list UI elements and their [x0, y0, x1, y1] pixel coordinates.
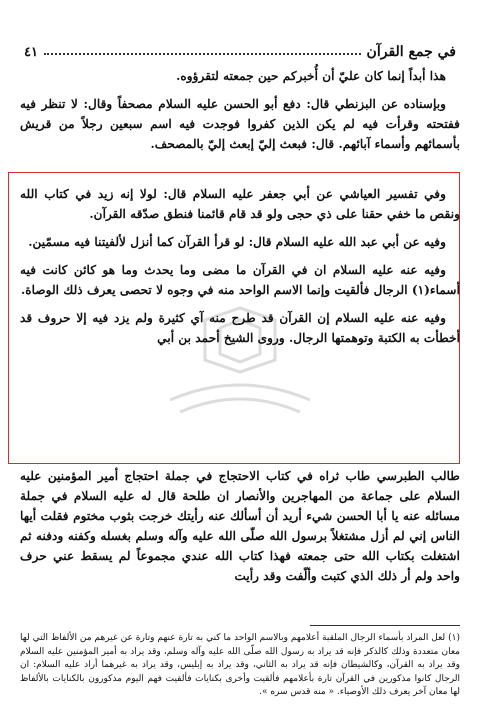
paragraph: وفيه عنه عليه السلام ان في القرآن ما مضى وما يحدث وما هو كائن كانت فيه أسماء(١) الرجال فألقيت وإنما الاسم الواحد منه في وجوه لا تحصى يعرف ذلك الوصاة.	[20, 263, 460, 297]
header-leader-dots	[44, 53, 361, 55]
footnote-text: (١) لعل المراد بأسماء الرجال الملقبة أعلامهم وبالاسم الواحد ما كني به تارة عنهم وتارة عن غيرهم من الألفاظ التي لها معان متعددة وذلك كالذكر فإنه قد يراد به رسول الله صلّى الله عليه وآله وسلم، وقد يراد به أمير المؤمنين عليه السلام وقد يراد به القرآن، وكالشيطان فإنه قد يراد به الثاني، وقد يراد به إبليس، وقد يراد به غيرهما أراد عليه السلام: ان الرجال كانوا مذكورين في القرآن تارة بأعلامهم فألقيت وأخرى بكنايات فألقيت فهم اليوم مذكورون بالكنايات بالألفاظ لها معان آخر يعرف ذلك الأوصياء. « منه قدس سره ».	[20, 633, 460, 698]
footnote-rule	[310, 625, 460, 626]
text-block-framed	[20, 184, 460, 356]
paragraph: طالب الطبرسي طاب ثراه في كتاب الاحتجاج في جملة احتجاج أمير المؤمنين عليه السلام على جماعة من المهاجرين والأنصار ان طلحة قال له عليه السلام في جملة مسائله عنه يا أبا الحسن شيء أريد أن أسألك عنه رأيتك خرجت بثوب مختوم فقلت أيها الناس إني لم أزل مشتغلاً برسول الله صلّى الله عليه وآله وسلم بغسله وكفنه ودفنه ثم اشتغلت بكتاب الله حتى جمعته فهذا كتاب الله عندي مجموعاً لم يسقط عني حرف واحد ولم أر ذلك الذي كتبت وألّفت وقد رأيت	[20, 469, 460, 583]
paragraph: وبإسناده عن البزنطي قال: دفع أبو الحسن عليه السلام مصحفاً وقال: لا تنظر فيه ففتحته وقرأت فيه لم يكن الذين كفروا فوجدت فيه اسم سبعين رجلاً من قريش بأسمائهم وأسماء آبائهم. قال: فبعث إليّ إبعث إليّ بالمصحف.	[20, 97, 460, 151]
text-block-top	[20, 66, 460, 162]
footnote	[20, 632, 460, 700]
page-number: ٤١	[24, 45, 38, 60]
paragraph: هذا أبداً إنما كان عليّ أن أُخبركم حين جمعته لتقرؤوه.	[176, 69, 446, 83]
paragraph: وفي تفسير العياشي عن أبي جعفر عليه السلام قال: لولا إنه زيد في كتاب الله ونقص ما خفي حقنا على ذي حجى ولو قد قام قائمنا فنطق صدّقه القرآن.	[20, 187, 460, 221]
header-title: في جمع القرآن	[366, 44, 456, 60]
text-block-bottom	[20, 466, 460, 594]
paragraph: وفيه عن أبي عبد الله عليه السلام قال: لو قرأ القرآن كما أنزل لألفيتنا فيه مسمّين.	[28, 235, 446, 249]
running-header	[24, 34, 456, 60]
paragraph: وفيه عنه عليه السلام إن القرآن قد طرح منه آي كثيرة ولم يزد فيه إلا حروف قد أخطأت به الكتبة وتوهمتها الرجال. وروى الشيخ أحمد بن أبي	[20, 311, 460, 345]
